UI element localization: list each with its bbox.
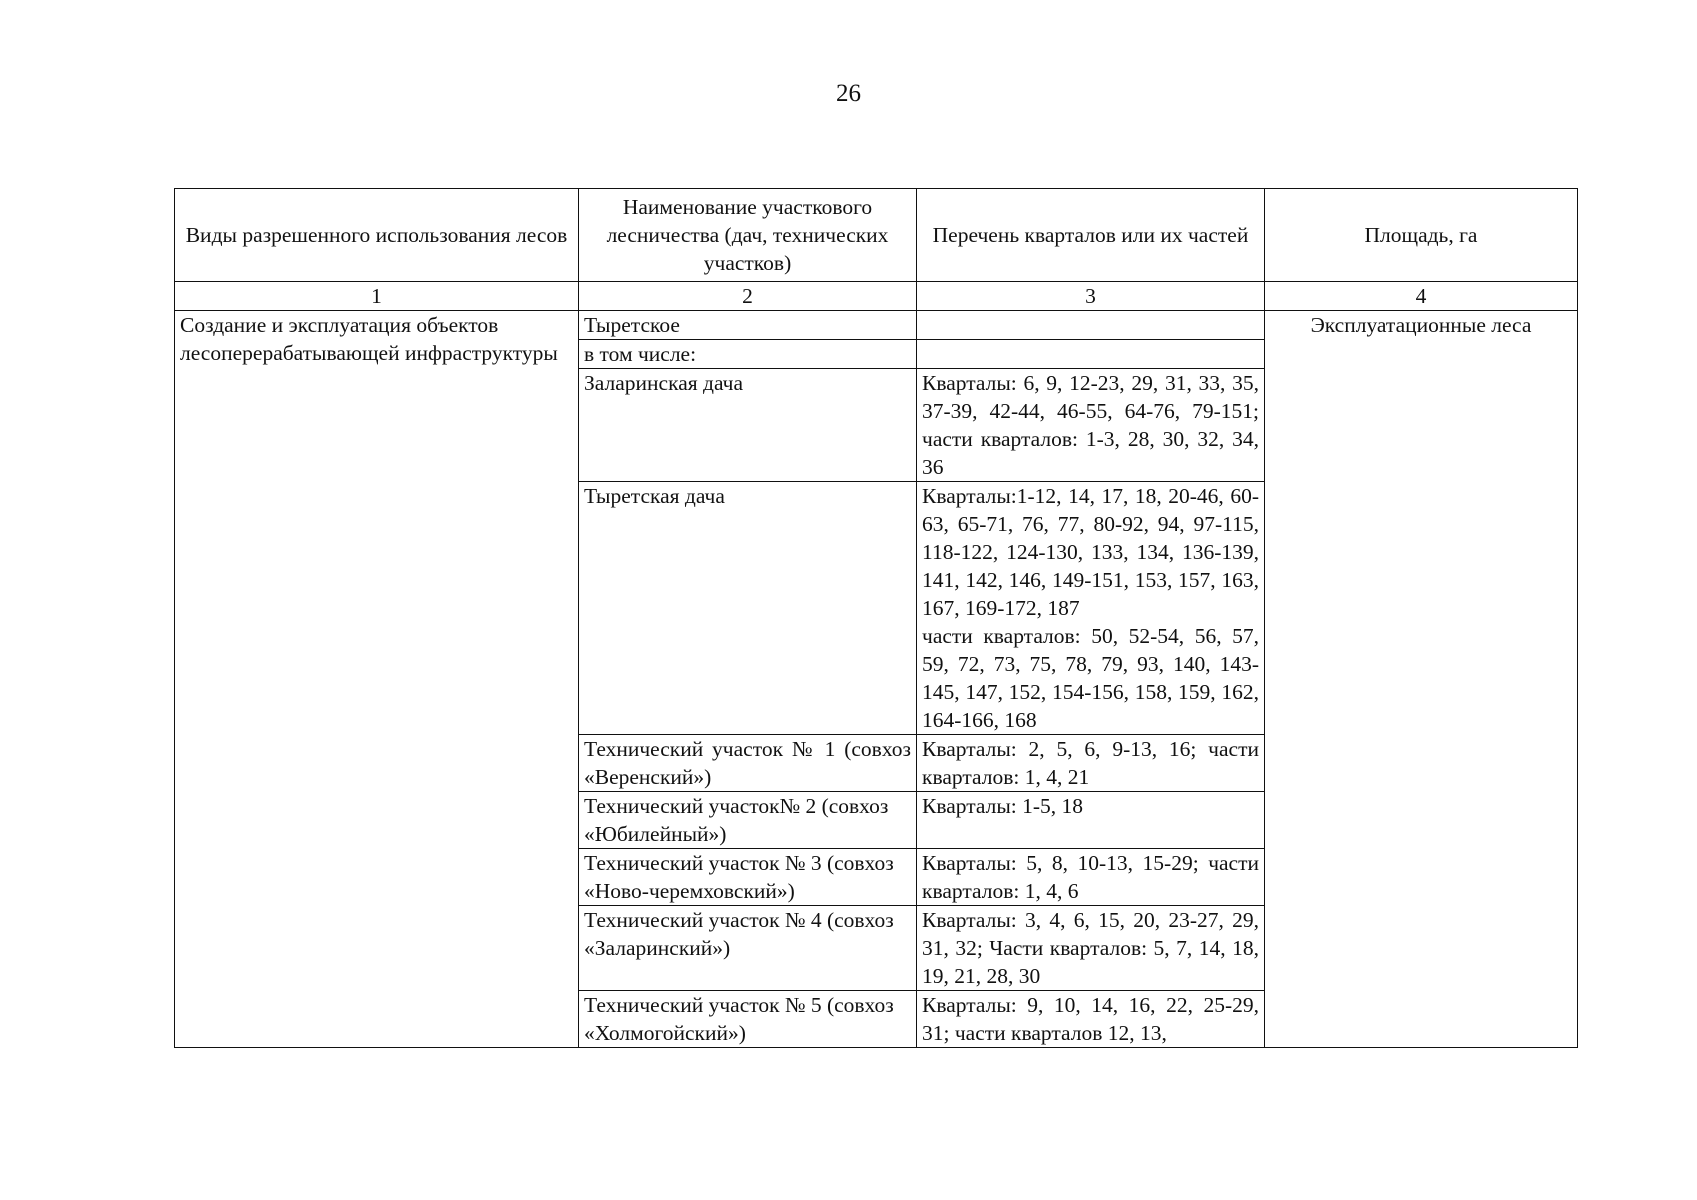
subdivision-name: Технический участок № 3 (совхоз «Ново-черемховский»): [579, 849, 917, 906]
subdivision-name: Технический участок № 4 (совхоз «Заларинский»): [579, 906, 917, 991]
forestry-name-cell: Тыретское: [579, 311, 917, 340]
header-quarters-list: Перечень кварталов или их частей: [917, 189, 1265, 282]
column-number-row: [175, 282, 1578, 311]
quarter-parts-text: части кварталов: 50, 52-54, 56, 57, 59, 72, 73, 75, 78, 79, 93, 140, 143-145, 147, 152, 154-156, 158, 159, 162, 164-166, 168: [922, 624, 1259, 732]
quarters-text: Кварталы:1-12, 14, 17, 18, 20-46, 60-63, 65-71, 76, 77, 80-92, 94, 97-115, 118-122, 124-130, 133, 134, 136-139, 141, 142, 146, 149-151, 153, 157, 163, 167, 169-172, 187: [922, 484, 1259, 620]
column-number: 2: [579, 282, 917, 311]
empty-cell: [917, 340, 1265, 369]
column-number: 1: [175, 282, 579, 311]
header-use-type: Виды разрешенного использования лесов: [175, 189, 579, 282]
header-forestry-name: Наименование участкового лесничества (дач, технических участков): [579, 189, 917, 282]
subdivision-name: Технический участок№ 2 (совхоз «Юбилейный»): [579, 792, 917, 849]
header-area: Площадь, га: [1265, 189, 1578, 282]
subdivision-name: Технический участок № 5 (совхоз «Холмогойский»): [579, 991, 917, 1048]
subdivision-name: Технический участок № 1 (совхоз «Веренский»): [579, 735, 917, 792]
subdivision-name: Заларинская дача: [579, 369, 917, 482]
quarters-list: Кварталы: 3, 4, 6, 15, 20, 23-27, 29, 31, 32; Части кварталов: 5, 7, 14, 18, 19, 21, 28, 30: [917, 906, 1265, 991]
subdivision-name: Тыретская дача: [579, 482, 917, 735]
table-row: [175, 311, 1578, 340]
quarters-list: Кварталы: 2, 5, 6, 9-13, 16; части кварталов: 1, 4, 21: [917, 735, 1265, 792]
table-header-row: [175, 189, 1578, 282]
area-cell: Эксплуатационные леса: [1265, 311, 1578, 1048]
column-number: 3: [917, 282, 1265, 311]
quarters-list: Кварталы: 9, 10, 14, 16, 22, 25-29, 31; части кварталов 12, 13,: [917, 991, 1265, 1048]
empty-cell: [917, 311, 1265, 340]
quarters-list: [917, 482, 1265, 735]
quarters-list: Кварталы: 1-5, 18: [917, 792, 1265, 849]
quarters-list: Кварталы: 5, 8, 10-13, 15-29; части кварталов: 1, 4, 6: [917, 849, 1265, 906]
column-number: 4: [1265, 282, 1578, 311]
forest-use-table: [174, 188, 1578, 1048]
quarters-list: Кварталы: 6, 9, 12-23, 29, 31, 33, 35, 37-39, 42-44, 46-55, 64-76, 79-151; части кварталов: 1-3, 28, 30, 32, 34, 36: [917, 369, 1265, 482]
page-number: 26: [836, 80, 861, 107]
use-type-cell: Создание и эксплуатация объектов лесоперерабатывающей инфраструктуры: [175, 311, 579, 1048]
including-label: в том числе:: [579, 340, 917, 369]
